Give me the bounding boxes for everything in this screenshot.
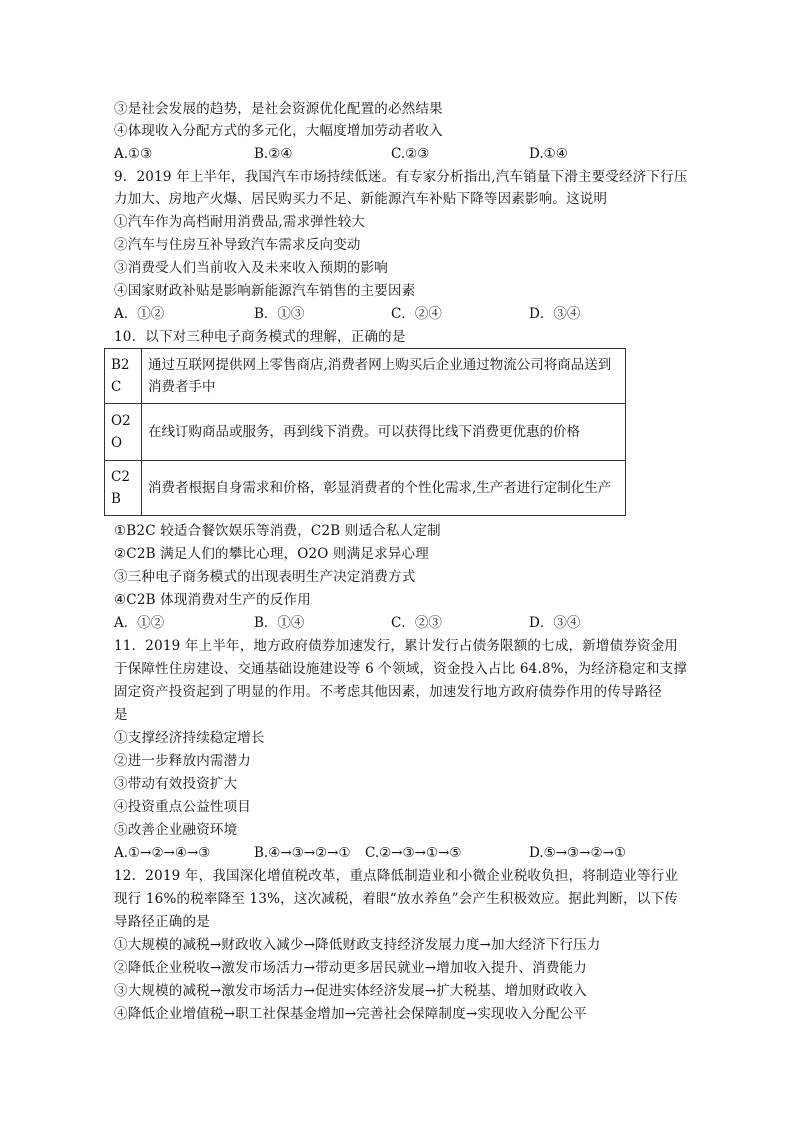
q9-option-a[interactable]: A．①②	[114, 306, 165, 322]
q9-statement-4: ④国家财政补贴是影响新能源汽车销售的主要因素	[114, 283, 416, 299]
q10-option-c[interactable]: C．②③	[391, 615, 442, 631]
q9-option-c[interactable]: C．②④	[391, 306, 442, 322]
q11-option-c[interactable]: C.②→③→①→⑤	[365, 845, 462, 861]
model-desc-cell: 通过互联网提供网上零售商店,消费者网上购买后企业通过物流公司将商品送到消费者手中	[142, 349, 626, 404]
table-row	[105, 349, 626, 404]
model-desc-cell: 消费者根据自身需求和价格，彰显消费者的个性化需求,生产者进行定制化生产	[142, 461, 626, 516]
q10-stem: 10．以下对三种电子商务模式的理解，正确的是	[114, 329, 406, 345]
q10-statement-1: ①B2C 较适合餐饮娱乐等消费，C2B 则适合私人定制	[114, 523, 441, 539]
model-key-cell: B2C	[105, 349, 142, 404]
q8-statement-3: ③是社会发展的趋势，是社会资源优化配置的必然结果	[114, 101, 443, 117]
q8-statement-4: ④体现收入分配方式的多元化，大幅度增加劳动者收入	[114, 123, 443, 139]
q8-option-b[interactable]: B.②④	[254, 146, 293, 162]
q10-options	[114, 614, 674, 632]
q11-stem-line-4: 是	[114, 707, 128, 723]
q8-option-d[interactable]: D.①④	[529, 146, 568, 162]
q10-statement-2: ②C2B 满足人们的攀比心理，O2O 则满足求异心理	[114, 546, 429, 562]
q11-statement-2: ②进一步释放内需潜力	[114, 753, 251, 769]
q12-stem-line-3: 导路径正确的是	[114, 914, 210, 930]
q9-option-d[interactable]: D．③④	[529, 306, 581, 322]
q12-statement-1: ①大规模的减税→财政收入减少→降低财政支持经济发展力度→加大经济下行压力	[114, 937, 601, 953]
q10-option-b[interactable]: B．①④	[254, 615, 305, 631]
q8-option-c[interactable]: C.②③	[391, 146, 430, 162]
q12-statement-2: ②降低企业税收→激发市场活力→带动更多居民就业→增加收入提升、消费能力	[114, 960, 587, 976]
q10-statement-4: ④C2B 体现消费对生产的反作用	[114, 592, 311, 608]
q11-option-b[interactable]: B.④→③→②→①	[254, 845, 351, 861]
q11-option-a[interactable]: A.①→②→④→③	[114, 845, 211, 861]
q12-statement-3: ③大规模的减税→激发市场活力→促进实体经济发展→扩大税基、增加财政收入	[114, 983, 587, 999]
q12-stem-line-2: 现行 16%的税率降至 13%，这次减税，着眼“放水养鱼”会产生积极效应。据此判断，以下传	[114, 891, 678, 907]
q9-statement-1: ①汽车作为高档耐用消费品,需求弹性较大	[114, 214, 366, 230]
q9-options	[114, 305, 674, 323]
q8-options	[114, 145, 674, 163]
q11-statement-3: ③带动有效投资扩大	[114, 776, 238, 792]
model-key-cell: O2O	[105, 404, 142, 461]
q12-statement-4: ④降低企业增值税→职工社保基金增加→完善社会保障制度→实现收入分配公平	[114, 1006, 587, 1022]
q11-statement-5: ⑤改善企业融资环境	[114, 822, 238, 838]
q9-stem-line-1: 9．2019 年上半年，我国汽车市场持续低迷。有专家分析指出,汽车销量下滑主要受经济下行压	[114, 169, 688, 185]
q9-statement-3: ③消费受人们当前收入及未来收入预期的影响	[114, 260, 388, 276]
model-desc-cell: 在线订购商品或服务，再到线下消费。可以获得比线下消费更优惠的价格	[142, 404, 626, 461]
q11-statement-1: ①支撑经济持续稳定增长	[114, 730, 265, 746]
q10-option-d[interactable]: D．③④	[529, 615, 581, 631]
q10-option-a[interactable]: A．①②	[114, 615, 165, 631]
q10-statement-3: ③三种电子商务模式的出现表明生产决定消费方式	[114, 569, 416, 585]
q11-stem-line-2: 于保障性住房建设、交通基础设施建设等 6 个领域，资金投入占比 64.8%，为经济稳定和支撑	[114, 661, 688, 677]
q9-statement-2: ②汽车与住房互补导致汽车需求反向变动	[114, 237, 361, 253]
q11-options	[114, 844, 674, 862]
q9-option-b[interactable]: B．①③	[254, 306, 305, 322]
q11-option-d[interactable]: D.⑤→③→②→①	[529, 845, 626, 861]
model-key-cell: C2B	[105, 461, 142, 516]
q8-option-a[interactable]: A.①③	[114, 146, 153, 162]
table-row	[105, 461, 626, 516]
q11-stem-line-1: 11．2019 年上半年，地方政府债券加速发行，累计发行占债务限额的七成，新增债券资金用	[114, 638, 679, 654]
q12-stem-line-1: 12．2019 年，我国深化增值税改革，重点降低制造业和小微企业税收负担，将制造业等行业	[114, 868, 679, 884]
table-row	[105, 404, 626, 461]
q11-statement-4: ④投资重点公益性项目	[114, 799, 251, 815]
q9-stem-line-2: 力加大、房地产火爆、居民购买力不足、新能源汽车补贴下降等因素影响。这说明	[114, 191, 608, 207]
ecommerce-model-table	[104, 348, 626, 516]
q11-stem-line-3: 固定资产投资起到了明显的作用。不考虑其他因素，加速发行地方政府债券作用的传导路径	[114, 684, 662, 700]
